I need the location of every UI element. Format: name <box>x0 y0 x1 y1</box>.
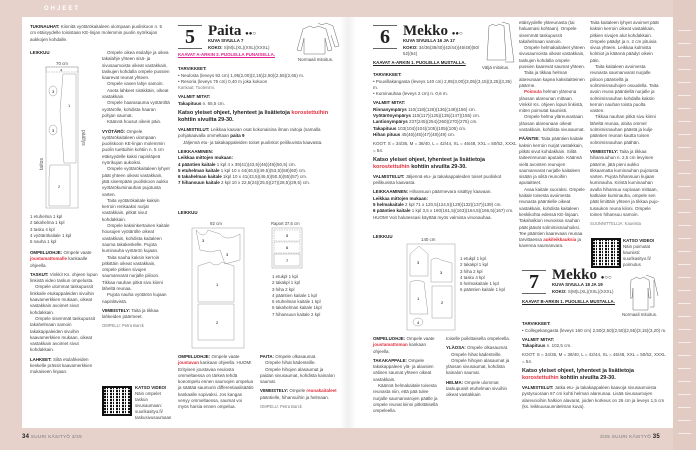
page-number: 35 <box>652 434 660 440</box>
label: Rinnanympärys <box>373 106 407 112</box>
svg-text:6: 6 <box>286 245 289 250</box>
sizes: S(M)L(XL)(XXL)(XXXL) <box>222 44 270 50</box>
label: 6 takahelman kaitale <box>178 174 222 180</box>
ruler-tick <box>678 407 691 408</box>
text: Ompele helmakaitaleet yhteen sivusaumoista oikeat vastakkain, taskujen kohdalla ompele pussien kaarevat saumat yhteen. <box>519 45 586 70</box>
highlight: korostettuihin <box>373 163 410 170</box>
p6-body <box>373 60 517 221</box>
text: Taita pääntien kaitale kaksin kerroin nurjat vastakkain, pitkät sivut kohdakkain. Silitä taiteenreunan aputaite. Käännä vielä avointen reunojen saumanvarat nurjalle kaitaleen sisään ja silitä reunoihin aputaitteet. <box>519 136 584 186</box>
section-header: OHJEET <box>44 6 81 12</box>
svg-text:3: 3 <box>440 270 443 275</box>
ruler-tick <box>678 147 691 148</box>
title: Mekko <box>403 23 448 39</box>
ruler-tick <box>678 199 691 200</box>
text: Ompele vaate <box>210 354 240 359</box>
legend-item: 1 etukpl 1 kpl <box>272 274 298 279</box>
cutting-layout-diagram-pants <box>38 60 90 212</box>
cut-item <box>178 180 340 186</box>
magazine-issue: 3/25 SUURI KÄSITYÖ <box>600 434 652 439</box>
ruler-tick <box>678 56 691 57</box>
legend-item: 2 takakpl 1 kpl <box>272 280 301 286</box>
text: Siltä etulahkeiden keskelle prässit kaavamerkkien mukaiseen linjaan. <box>30 356 93 375</box>
difficulty-rating: ●○○ <box>600 275 612 281</box>
legend-item: 5 nauha 1 kpl <box>30 239 57 245</box>
supply-item: • Neulosta (leveys 92 cm) 1,95(2,00)(2,15)(2,50)(2,55)(2,65) m. <box>178 72 305 78</box>
label: TUKINAUHAT: <box>30 24 60 29</box>
label: 5 etuhelman kaitale <box>178 167 220 173</box>
ruler-tick <box>678 121 691 122</box>
page-number: 34 <box>22 434 30 440</box>
label: LEIKKAAMINEN: <box>373 189 409 195</box>
text: Jäljennä etu- ja takakappaleiden toiset puoliskot peilikuvista kaavasta. <box>183 139 323 145</box>
text: Vinkki! Ks. ohjeen lopun linkistä video taskun ompelusta. <box>30 271 98 284</box>
legend-item: 3 hiha 2 kpl <box>272 286 295 292</box>
ruler-tick <box>678 433 691 434</box>
text: kankaan ohjeella. HUOM! Erityisen joustavaa neulosta ommeltaessa on tärkeä tehdä koeompelu ennen saumojen ompelua ja säätää saumurin differentiaalisäätiö kankaalle sopivaksi. Jos kangas venyy ommeltaessa, saumat voi myös harsia ennen ompelua. <box>178 360 254 410</box>
left-col2-text <box>102 50 170 330</box>
text: Pujota nauha vyötärön kujaan napinlävistä. <box>102 292 167 304</box>
pattern-meta <box>208 38 269 51</box>
pattern-sheet-link[interactable]: KAAVAT A-ARKIN 3. PUOLELLA PUNAISELLA. <box>178 52 275 57</box>
svg-text:2: 2 <box>216 320 219 325</box>
label: OMPELUOHJE: <box>178 354 211 359</box>
label: YLÄOSA: <box>446 345 466 351</box>
qr-code[interactable] <box>104 388 130 414</box>
p6-leikkuu <box>373 234 393 240</box>
legend-item: 4 pääntien kaitale 1 kpl <box>272 292 317 298</box>
footer-right <box>600 434 660 440</box>
label: LAHKEET: <box>30 356 52 362</box>
photo-ref: KUVA SIVULLA 18 JA 19 <box>552 282 603 287</box>
heading: TARVIKKEET: <box>178 66 207 72</box>
pattern-number: 6 <box>373 25 397 49</box>
video-text: Näin poimutat kauniisti: suurikasityo.fi/ poimutus <box>623 244 651 267</box>
label: Lantionympärys <box>373 119 408 125</box>
label: VALMISTELUT: <box>178 127 210 133</box>
qr-code[interactable] <box>593 240 619 266</box>
value: n. 102,5 cm. <box>545 343 572 349</box>
text: Ompele kaksinkertainen kaitale housujen vyötärölle oikeat vastakkain, kohdista kaitaleen sauma takakeskelle. Pujota kuminauha vyötärön kujaan. <box>102 223 170 254</box>
ruler-tick <box>678 355 691 356</box>
legend-item: 4 tasku 4 kpl <box>460 274 485 280</box>
text: pääntielle, hihansuihin ja helmaan. <box>260 394 330 400</box>
ruler-tick <box>678 368 691 369</box>
measure <box>373 132 517 138</box>
label: OMPELUOHJE: <box>373 336 406 341</box>
magazine-issue: SUURI KÄSITYÖ 3/25 <box>30 434 82 439</box>
svg-text:3: 3 <box>202 238 205 243</box>
ruler-tick <box>678 381 691 382</box>
label: TASKUT: <box>30 271 49 277</box>
text: Ompele vaate <box>62 250 92 255</box>
text: Taita ja tikkaa helman alareunaan kapea kaksitaitteinen päärme. <box>519 70 585 88</box>
text: Käännä housut oikein päin. <box>107 119 162 125</box>
text: etäisyydelle yläreunasta (tai haluamasi kohtaan). Ompele sisemmät taskupussit takahelmaan samoin. <box>519 20 577 44</box>
fold-label: taitos <box>39 158 45 170</box>
width-label: Raport 37,5 cm <box>271 221 300 226</box>
ruler-tick <box>678 251 691 252</box>
pattern-meta <box>403 38 481 58</box>
p5-leikkuu <box>178 210 198 216</box>
svg-text:7: 7 <box>286 258 289 263</box>
p7-body <box>522 299 667 410</box>
ruler-tick <box>678 303 691 304</box>
text: Ompele hihojen alasaumat ja paidan sivusaumat, kohdista kainalon saumat. <box>260 366 335 385</box>
value: 103(104)(104)(105)(105)(105) cm. <box>396 125 467 131</box>
legend-item: 6 takahelman kaitale 1kpl <box>272 305 322 311</box>
text: Ompele olkasaumat. <box>273 354 317 359</box>
ruler-tick <box>678 134 691 135</box>
text: Leikkaa kaavan osat kokonaisina ilman raitoja (samalla pohjakaavalla ommeltaan <box>178 127 321 139</box>
legend-item: 2 takahelma 1 kpl <box>30 220 65 226</box>
ruler-tick <box>678 108 691 109</box>
cutting-layout-diagram-dress <box>405 236 457 332</box>
label: Hihan pituus <box>373 131 401 137</box>
p6-ompeluohje <box>373 336 441 415</box>
pattern-number: 7 <box>522 270 546 294</box>
supply-item: • Puuvillakangasta (leveys 140 cm) 2,95(3,00)(3,05)(3,15)(3,25)(3,35) m. <box>373 78 512 90</box>
legend-item: 4 vyötärökaitale 1 kpl <box>30 232 72 238</box>
legend-item: 3 tasku 4 kpl <box>30 226 55 232</box>
label: 4 pääntien kaitale <box>178 161 216 167</box>
pattern-number: 5 <box>178 25 202 49</box>
video-title: KATSO VIDEO! <box>135 385 167 390</box>
dress-illustration <box>486 20 516 64</box>
p6-col2 <box>446 336 516 399</box>
value: 1kpl 10 x 41(43,5)(46,5)(50,5)(55)(57) cm. <box>221 174 308 180</box>
value: 1 kpl 4 x 39(41)(43,5)(46)(49)(50,5) cm. <box>215 161 296 167</box>
ruler-tick <box>678 30 691 31</box>
leikkuu-heading <box>30 50 50 56</box>
ruler-tick <box>678 173 691 174</box>
svg-text:4: 4 <box>60 67 63 73</box>
video-link[interactable] <box>623 238 667 268</box>
label: KOKO: <box>208 44 223 50</box>
label: Takapituus <box>373 125 397 131</box>
text: Leikkaa mittojen mukaan: <box>178 155 234 161</box>
right-col1-text <box>519 20 586 250</box>
label: KOKO: <box>552 288 567 294</box>
text: paita 9 <box>230 133 245 139</box>
pattern-sheet-link[interactable]: KAAVAT B-ARKIN 1. PUOLELLA MUSTALLA. <box>522 299 615 304</box>
p5-paita <box>260 354 338 410</box>
supply-item: • Resoria (leveys 75 cm) 0,40 m joka kokoon <box>178 78 268 84</box>
text: Ompele sisemmät taskupussit takahelmaan samoin takakappaleiden sivuihin kaavamerkkien mukaan, oikeat vastakkain avoimet sivut kohdakkain. <box>30 315 96 353</box>
value: 237(245)(254)(260)(270)(275) cm. <box>407 119 478 125</box>
ruler-tick <box>678 264 691 265</box>
sizes: 34/36(38/40)(42/44)(46/48)(50/52)(54) <box>403 44 480 56</box>
label: VALMISTELUT: <box>522 385 554 391</box>
text: Taita kaitaleen avoimesta reunasta saumanvarat nurjalle piiloon pääntiellä ja solmimisnauhojen osuudella. Taita avoin reuna pääntiellä nurjalle ja solmimisnauhan kohdalla kaksin kerroin nauhan toista puolta vasten. <box>590 64 659 114</box>
heading: TARVIKKEET: <box>522 321 551 327</box>
diagram-width-label: 70 cm <box>56 61 68 66</box>
heading: LEIKKUU <box>178 210 198 215</box>
p5-legend <box>272 274 340 318</box>
value: 110(117)(125)(135)(147)(155) cm. <box>410 113 480 119</box>
svg-text:1: 1 <box>417 296 420 301</box>
ruler-tick <box>678 212 691 213</box>
legend-item: 5 helmakaitale 1 kpl <box>460 281 499 287</box>
svg-text:3: 3 <box>226 252 229 257</box>
ruler-tick <box>678 43 691 44</box>
left-col1-text <box>30 250 98 376</box>
fit-caption: Normaali mitoitus. <box>622 312 658 317</box>
supply-item: • Kuminauhaa (leveys 2 cm) n. 0,6 m. <box>373 91 448 97</box>
text: Taita ja tikkaa lahkeiden päärmeet. <box>102 307 159 320</box>
cutting-layout-diagram-shirt <box>190 220 246 350</box>
legend-item: 3 hiha 2 kpl <box>460 268 483 274</box>
text: Taita vyötärökaitale kaksin kerroin renkaaksi nurjat vastakkain, pitkät sivut kohdakkain. <box>102 197 160 222</box>
highlight: aukileikkauksia <box>543 237 577 243</box>
credit: OMPELU: Petra Barck <box>102 323 144 329</box>
text: helman yläreuna yläosan alareunan mittaan. Vinkki! Ks. ohjeen lopun linkistä, miten poimutat kauniisti. <box>519 89 584 114</box>
p5-ompeluohje <box>178 354 254 411</box>
label: Takapituus <box>522 343 546 349</box>
supply-item: • Collegekangasta (leveys 160 cm) 2,50(2,50)(2,50)(2,55)(3,15)(3,20) m. <box>522 327 667 333</box>
svg-text:4: 4 <box>417 320 420 325</box>
ruler-tick <box>678 329 691 330</box>
svg-text:1: 1 <box>216 282 219 287</box>
value: n. 65,5 cm. <box>201 100 225 106</box>
text: Katso yleiset ohjeet, lyhenteet ja lisätietoja <box>178 110 292 117</box>
ruler-tick <box>678 342 691 343</box>
value: 1 kpl 10 x 44(46,5)(49,5)(53,5)(58)(60) cm. <box>219 167 307 173</box>
highlight: Poimuta <box>524 89 542 95</box>
text: kohtiin sivuilta 29-30. <box>178 117 234 124</box>
ruler-tick <box>678 186 691 187</box>
photo-ref: KUVA SIVULLA 7 <box>208 38 244 43</box>
label: Takapituus <box>178 100 202 106</box>
legend-item: 2 takakpl 1 kpl <box>460 262 489 268</box>
text: Taita nauha kaksin kerroin pitkittäin oikeat vastakkain, ompele pitkien sivujen saumanvarat nurjalle piiloon. Tikkaa nauhan pitkä sivu kiinni läheltä reunaa. <box>102 254 163 291</box>
legend-item: 7 hihansuun kaitale 2 kpl <box>272 311 321 317</box>
text: Ompele ulommat taskupussit linkkaile etukappaleiden sivuihin kaavamerkkien mukaan, oikeat vastakkain avoimet sivut kohdakkain. <box>30 284 95 315</box>
svg-text:3: 3 <box>417 260 420 265</box>
highlight: korostettuihin <box>522 375 559 382</box>
value: 45(46)(46)(47)(48)(49) cm. <box>400 131 456 137</box>
text: Jatka etu- ja takakappaleen kaavoja sivusaumoista pystysuoraan 67 cm kohti helman alareunaa. Lisää sivusaumojen alareunoihin halkion alavarat, joiden korkeus on 26 cm ja leveys 1,5 cm (ks. leikkuusuunnitelman kuva). <box>522 385 665 409</box>
text: Tikkaa nauhan pitkä sivu kiinni läheltä reunaa, aloita ommel solmimisnauhan päästä ja kulje pääntien reunan kautta toisen solmimisnauhan päähän. <box>590 114 656 145</box>
label: 6 pääntien kaitale <box>373 208 411 214</box>
difficulty-rating: ●●○ <box>451 31 463 37</box>
title: Paita <box>208 23 242 39</box>
highlight: korostettuihin <box>291 110 329 117</box>
sizes-legend: KOOT: S = 34/36, M = 38/40, L = 42/44, XL = 46/48, XXL = 50/52, XXXL = 54. <box>522 352 666 364</box>
text: Ompele helma yläreunastaan yläosan alareunaan oikeat vastakkain, kohdista sivusaumat. <box>519 114 585 133</box>
label: TAKAKAPPALE: <box>373 357 407 363</box>
heading: VALMIIT MITAT: <box>522 336 555 342</box>
label: VALMISTELUT: <box>373 173 405 179</box>
label: OMPELUOHJE: <box>30 250 63 255</box>
text: Aseta lahkeet sisäkkäin, oikeat vastakkain. <box>102 87 169 100</box>
pattern-legend <box>30 214 100 245</box>
svg-text:3: 3 <box>52 128 55 133</box>
highlight: reunakaitaleet <box>306 388 337 394</box>
highlight: joustamattomalle <box>30 256 68 262</box>
label: VYÖTÄRÖ: <box>102 128 126 134</box>
ruler-tick <box>678 290 691 291</box>
ruler-tick <box>678 95 691 96</box>
p6-legend <box>460 256 517 294</box>
text: Ompele hihat kädenteille. <box>265 360 316 366</box>
footer-left <box>22 434 82 440</box>
text: Katso yleiset ohjeet, lyhenteet ja lisätietoja <box>522 368 634 375</box>
p5-body <box>178 52 340 187</box>
heading: LEIKKUU <box>30 50 50 55</box>
label: Vyötärönympärys <box>373 113 411 119</box>
video-link[interactable] <box>135 385 173 421</box>
text: kankaalle ohjeella. <box>30 256 88 268</box>
text: toiselle poikittaisella ompeleella. <box>446 336 511 341</box>
video-text: Näin ompelet taskun sivusaumaan: suurikasityo.fi/ taskusivusaumaan <box>135 391 172 420</box>
text: Ompele vyötärökaitaleen lyhyet päät yhteen oikeat vastakkain, jätä sisempään puoliskoon aukko vyötärökuminauhan pujotusta varten. <box>102 166 170 197</box>
ruler-tick <box>678 82 691 83</box>
text: Katso yleiset ohjeet, lyhenteet ja lisätietoja <box>373 156 485 163</box>
highlight: joustavan <box>178 360 200 366</box>
text: Hihansuun päärmevara sisältyy kaavaan. <box>408 189 492 195</box>
text: Taita kaitaleen lyhyet avoimet päät kaksin kerroin oikeat vastakkain, pitkien sivujen alut kohdakkain. Ompele päädyt ja n. 2 cm pituisia sivua yhteen. Leikkaa kulmista kolmiot ja käännä päädyt oikein päin. <box>590 20 659 63</box>
page-edge-ruler <box>673 0 696 450</box>
text: Leikkaa mittojen mukaan: <box>373 195 429 201</box>
label: KOKO: <box>403 44 418 50</box>
label: PAITA: <box>260 354 274 359</box>
heading: LEIKKUU <box>373 234 393 239</box>
ruler-tick <box>678 238 691 239</box>
value: 2 kpl 10 x 22,5(24)(25,5)(27)(28,5)(29,5) cm. <box>219 180 311 186</box>
label: VIIMEISTELY: <box>102 307 131 313</box>
width-label: 140 cm <box>421 237 436 242</box>
label: PÄÄNTIE: <box>519 136 540 142</box>
difficulty-rating: ●●○ <box>245 31 256 37</box>
fit-caption: Väljä mitoitus. <box>482 65 510 70</box>
sweater-illustration <box>296 20 340 56</box>
selvage-label: päällys <box>80 130 86 146</box>
value: 2 kpl 71 x 120,5(124,5)(129)(132)(137)(139) cm. <box>403 202 502 208</box>
text: Ompele haarasauma vyötäröltä vyötärölle, kohdista haaran pohjan saumat. <box>102 100 170 118</box>
svg-text:2: 2 <box>441 300 444 305</box>
fit-caption: Normaali mitoitus. <box>298 57 334 62</box>
cut-item <box>373 208 517 221</box>
video-title: KATSO VIDEO! <box>623 238 655 243</box>
text: Kiinnitä vyötärökaitaleen ulompaan puoliskoon n. 5 cm etäisyydelle toisistaan KE-linjan molemmin puolin nyörikujan aukkojen kohdalle. <box>30 24 163 42</box>
label: VIIMEISTELY: <box>260 388 289 394</box>
text: Jäljennä etu- ja takakappaleiden toiset puoliskot peilikuvista kaavasta. <box>373 173 502 186</box>
svg-text:1: 1 <box>68 103 71 108</box>
photo-ref: KUVA SIVUILLA 16 JA 17 <box>403 38 455 43</box>
heading: VALMIIT MITAT: <box>178 94 211 100</box>
ruler-tick <box>678 225 691 226</box>
text: Avaa kaitale suoraksi. Ompele kaitale toisesta avoimesta reunasta pääntielle oikeat vastakkain, kohdista kaitaleen keskikohta edessä KE-linjaan. Takahalkion reunoissa nauhan päät jäävät solmimisnauhoiksi. Tee pääntien kaarevaan reunaa tarvittaessa <box>519 186 585 243</box>
text: Ompele olkasaumat. <box>465 345 509 351</box>
heading: TARVIKKEET: <box>373 72 402 78</box>
legend-item: 1 etukpl 1 kpl <box>460 256 486 261</box>
svg-text:3: 3 <box>52 89 55 94</box>
ruler-tick <box>678 160 691 161</box>
ruler-tick <box>678 394 691 395</box>
text: Ompele ulommat taskupussit etuhelman sivuihin oikeat vastakkain <box>446 379 508 398</box>
pattern-sheet-link[interactable]: KAAVAT A-ARKIN 1. PUOLELLA MUSTALLA. <box>373 60 466 65</box>
sizes: S(M)L(XL)(XXL)(XXXL) <box>566 288 614 294</box>
text: Ompele hihat kädenteille. <box>451 351 502 357</box>
ruler-tick <box>678 277 691 278</box>
highlight: joustamattoman <box>373 342 408 348</box>
label: HELMA: <box>446 379 464 385</box>
text: Ompele oikea etulahje ja oikea takalahje yhteen sisä- ja sivusaumoista oikeat vastakkain, taskujen kohdalla ompele pussien kaarevat reunat yhteen. <box>102 50 170 81</box>
ruler-tick <box>678 69 691 70</box>
width-label: 92 cm <box>210 221 222 226</box>
heading: VALMIIT MITAT: <box>373 100 406 106</box>
value: 1 kpl 3,5 x 160(161,5)(163)(164,5)(166,5)(167) cm. HUOM! Voit halutessasi käyttää myös valmista vinonauhaa. <box>373 208 514 220</box>
text: ja kavenna saumanvara. <box>519 237 582 249</box>
sizes-legend: KOOT: S = 34/36, M = 38/40, L = 42/44, XL = 46/48, XXL = 50/52, XXXL = 54. <box>373 141 517 153</box>
heading: LEIKKAAMINEN: <box>178 148 214 154</box>
cutting-layout-diagram-bands <box>270 220 310 270</box>
svg-text:5: 5 <box>286 233 289 238</box>
text: Käännä helmakaitale toisesta reunasta niin, että pää tulee nurjalle saumanvarojen päälle ja ompele reunat kiinni pitkittäisellä ompeleella. <box>373 383 438 414</box>
label: 7 hihansuun kaitale <box>178 180 220 186</box>
legend-item: 5 etuhelman kaitale 1 kpl <box>272 299 321 305</box>
label: VIIMEISTELY: <box>590 148 619 154</box>
credit: OMPELU: Petra Barck <box>260 404 302 410</box>
text: Ompele takakappaleen ylä- ja alaosien välinen saumat yhteen oikeat vastakkain. <box>373 357 434 382</box>
right-col2-text <box>590 20 660 228</box>
value: 110(118)(126)(136)(148)(156) cm. <box>406 106 476 112</box>
svg-text:2: 2 <box>58 184 61 189</box>
legend-item: 6 pääntien kaitale 1 kpl <box>460 287 505 293</box>
text: Ompele vyötärökaitaleen ulompaan puoliskoon KE-linjan molemmin puolin tuettuihin kohtiin n. 5 cm etäisyydelle kaksi napinläpeä nyörikujan aukoiksi. <box>102 128 165 166</box>
page-spine <box>340 17 356 428</box>
label: 5 helmakaitale <box>373 202 404 208</box>
text: Ompele vasen lahje samoin. <box>107 81 164 87</box>
text: Ompele vaate <box>405 336 435 341</box>
tukinauhat-text <box>30 24 168 43</box>
fabric-note: Kankaat: Tuotenimi. <box>178 85 216 91</box>
text: Taita ja tikkaa hihansuuhun n. 2,5 cm levyinen päärme, jätä pieni aukko tikkaamatta kuminauhan pujotusta varten. Pujota hihansuun kujaan kuminauha. Kiristä kuminauhan avulla hihansuu sopivaan mittaan, katkaise kuminauha, ompele sen päät limittäin yhteen ja tikkaa pujo-tusaukon reuna kiinni. Ompele toinen hihansuu samoin. <box>590 148 660 217</box>
pattern-meta <box>552 282 613 295</box>
ruler-tick <box>678 316 691 317</box>
credit: SUUNNITTELIJA: Kaunista <box>590 221 641 227</box>
title: Mekko <box>552 267 597 283</box>
ruler-tick <box>678 420 691 421</box>
text: kohtiin sivuilta 29-30. <box>558 375 616 382</box>
text: kohtiin sivuilta 29-30. <box>409 163 467 170</box>
text: kankaan ohjeella. <box>373 342 427 354</box>
text: Ompele <box>288 388 307 394</box>
legend-item: 1 etuhelma 1 kpl <box>30 214 63 219</box>
text: Ompele hihojen alasaumat ja yläosan sivusaumat, kohdista kainalon saumat. <box>446 357 510 376</box>
